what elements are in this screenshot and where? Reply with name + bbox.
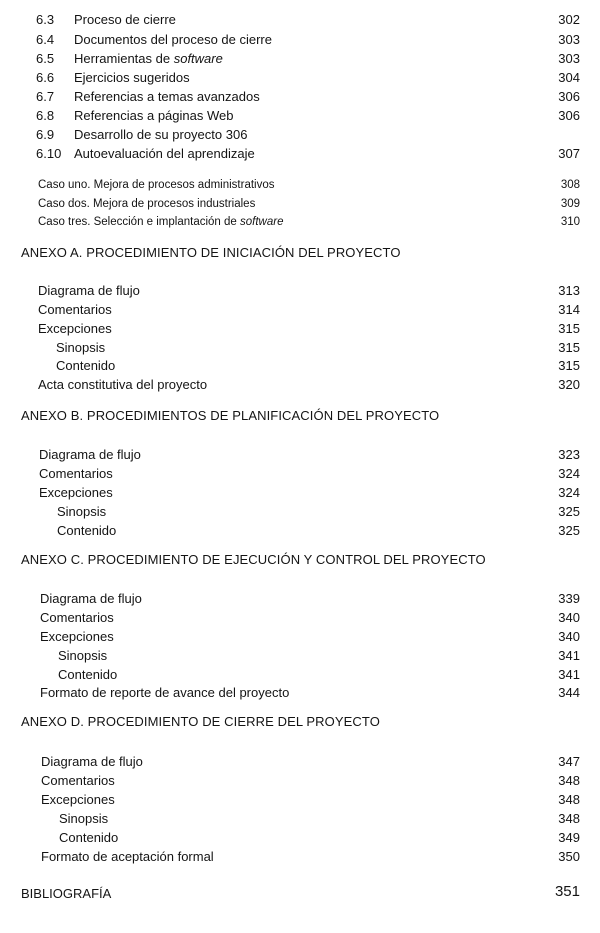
toc-entry xyxy=(0,446,600,464)
section-title: Referencias a páginas Web xyxy=(74,108,234,123)
entry-title: Comentarios xyxy=(40,610,114,625)
section-number: 6.5 xyxy=(36,51,55,66)
toc-entry-title xyxy=(36,11,176,29)
entry-title: Diagrama de flujo xyxy=(41,754,143,769)
page-number: 341 xyxy=(558,667,580,682)
entry-title: Contenido xyxy=(59,830,119,845)
toc-entry xyxy=(0,848,600,866)
page-number: 340 xyxy=(558,610,580,625)
section-number: 6.4 xyxy=(36,32,55,47)
entry-title: Sinopsis xyxy=(58,648,108,663)
toc-entry xyxy=(0,791,600,809)
toc-entry-title xyxy=(36,50,223,68)
annex-heading-d: ANEXO D. PROCEDIMIENTO DE CIERRE DEL PROYECTO xyxy=(21,714,380,729)
toc-entry xyxy=(0,301,600,319)
entry-title: Sinopsis xyxy=(57,504,107,519)
page-number: 350 xyxy=(558,849,580,864)
toc-entry xyxy=(0,339,600,357)
toc-entry-6-4 xyxy=(0,31,600,49)
entry-title: Comentarios xyxy=(41,773,115,788)
page-number: 349 xyxy=(558,830,580,845)
bibliography-title: BIBLIOGRAFÍA xyxy=(21,886,112,901)
page-number: 304 xyxy=(558,70,580,85)
toc-entry-6-3 xyxy=(0,11,600,29)
toc-entry xyxy=(0,628,600,646)
toc-entry-6-10 xyxy=(0,145,600,163)
section-title: Proceso de cierre xyxy=(74,12,176,27)
entry-title: Comentarios xyxy=(38,302,112,317)
entry-title: Comentarios xyxy=(39,466,113,481)
page-number: 306 xyxy=(558,89,580,104)
case-title-text: Caso tres. Selección e implantación de xyxy=(38,216,240,228)
section-title-italic: software xyxy=(173,51,223,66)
case-title: Caso dos. Mejora de procesos industriales xyxy=(38,198,256,210)
bibliography-page: 351 xyxy=(554,883,580,900)
toc-entry-6-7 xyxy=(0,88,600,106)
entry-title: Formato de reporte de avance del proyecto xyxy=(40,685,290,700)
page-number: 348 xyxy=(558,811,580,826)
entry-title: Diagrama de flujo xyxy=(38,283,140,298)
page-number: 340 xyxy=(558,629,580,644)
entry-title: Excepciones xyxy=(41,792,115,807)
case-title: Caso uno. Mejora de procesos administrativos xyxy=(38,179,275,191)
toc-entry xyxy=(0,666,600,684)
toc-entry xyxy=(0,684,600,702)
annex-heading-b: ANEXO B. PROCEDIMIENTOS DE PLANIFICACIÓN DEL PROYECTO xyxy=(21,408,440,423)
entry-title: Diagrama de flujo xyxy=(39,447,141,462)
page-number: 313 xyxy=(558,283,580,298)
page-number: 344 xyxy=(558,685,580,700)
toc-entry-6-5 xyxy=(0,50,600,68)
page-number: 325 xyxy=(558,504,580,519)
entry-title: Excepciones xyxy=(38,321,112,336)
page-number: 341 xyxy=(558,648,580,663)
toc-entry xyxy=(0,609,600,627)
page-number: 348 xyxy=(558,773,580,788)
page-number: 315 xyxy=(558,340,580,355)
page-number: 324 xyxy=(558,466,580,481)
entry-title: Excepciones xyxy=(40,629,114,644)
toc-case-1 xyxy=(0,176,600,194)
page-number: 315 xyxy=(558,358,580,373)
toc-case-2 xyxy=(0,195,600,213)
toc-entry xyxy=(0,503,600,521)
toc-entry-6-6 xyxy=(0,69,600,87)
section-title: Desarrollo de su proyecto 306 xyxy=(74,127,248,142)
page-number: 320 xyxy=(558,377,580,392)
page-number: 323 xyxy=(558,447,580,462)
toc-entry xyxy=(0,282,600,300)
page-number: 303 xyxy=(558,32,580,47)
page-number: 324 xyxy=(558,485,580,500)
page-number: 315 xyxy=(558,321,580,336)
entry-title: Sinopsis xyxy=(56,340,106,355)
case-title-italic: software xyxy=(240,216,284,228)
page-number: 310 xyxy=(560,216,580,228)
toc-entry xyxy=(0,647,600,665)
entry-title: Formato de aceptación formal xyxy=(41,849,214,864)
entry-title: Contenido xyxy=(56,358,116,373)
page-number: 308 xyxy=(560,179,580,191)
entry-title: Contenido xyxy=(58,667,118,682)
section-number: 6.10 xyxy=(36,146,62,161)
page-number: 306 xyxy=(558,108,580,123)
section-number: 6.9 xyxy=(36,127,55,142)
entry-title: Sinopsis xyxy=(59,811,109,826)
entry-title: Diagrama de flujo xyxy=(40,591,142,606)
toc-entry-title xyxy=(36,107,233,125)
case-title xyxy=(38,213,283,231)
page-number: 307 xyxy=(558,146,580,161)
toc-entry-title xyxy=(36,31,272,49)
section-title: Autoevaluación del aprendizaje xyxy=(74,146,255,161)
toc-entry-title xyxy=(36,145,255,163)
annex-heading-a: ANEXO A. PROCEDIMIENTO DE INICIACIÓN DEL PROYECTO xyxy=(21,245,401,260)
section-title: Herramientas de xyxy=(74,51,174,66)
entry-title: Acta constitutiva del proyecto xyxy=(38,377,208,392)
page-number: 302 xyxy=(558,12,580,27)
section-title: Ejercicios sugeridos xyxy=(74,70,190,85)
toc-entry xyxy=(0,465,600,483)
toc-entry xyxy=(0,522,600,540)
toc-entry xyxy=(0,810,600,828)
section-number: 6.7 xyxy=(36,89,55,104)
toc-entry-title xyxy=(36,126,247,144)
toc-entry xyxy=(0,376,600,394)
toc-entry xyxy=(0,357,600,375)
page-number: 347 xyxy=(558,754,580,769)
page-number: 303 xyxy=(558,51,580,66)
page-number: 339 xyxy=(558,591,580,606)
page-number: 325 xyxy=(558,523,580,538)
page-number: 309 xyxy=(560,198,580,210)
toc-entry-6-9 xyxy=(0,126,600,144)
page-number: 348 xyxy=(558,792,580,807)
section-number: 6.6 xyxy=(36,70,55,85)
toc-entry xyxy=(0,753,600,771)
toc-entry-title xyxy=(36,88,260,106)
entry-title: Contenido xyxy=(57,523,117,538)
section-title: Documentos del proceso de cierre xyxy=(74,32,272,47)
toc-entry xyxy=(0,590,600,608)
toc-entry xyxy=(0,484,600,502)
toc-entry xyxy=(0,772,600,790)
toc-case-3 xyxy=(0,213,600,231)
toc-entry xyxy=(0,829,600,847)
toc-entry-title xyxy=(36,69,190,87)
entry-title: Excepciones xyxy=(39,485,113,500)
section-number: 6.8 xyxy=(36,108,55,123)
page-number: 314 xyxy=(558,302,580,317)
toc-entry xyxy=(0,320,600,338)
section-title: Referencias a temas avanzados xyxy=(74,89,260,104)
section-number: 6.3 xyxy=(36,12,55,27)
annex-heading-c: ANEXO C. PROCEDIMIENTO DE EJECUCIÓN Y CONTROL DEL PROYECTO xyxy=(21,552,486,567)
toc-entry-6-8 xyxy=(0,107,600,125)
